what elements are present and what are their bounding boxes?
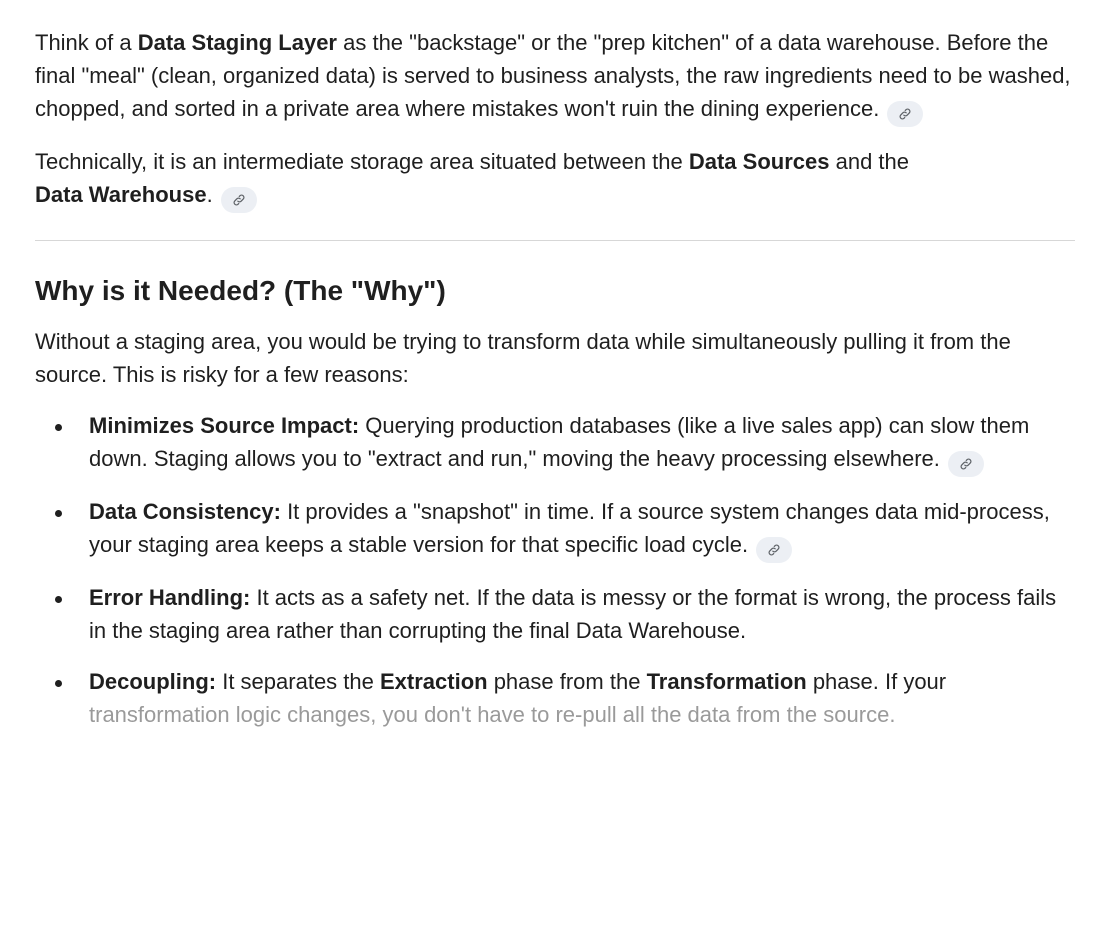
- bullet-title: Decoupling:: [89, 669, 217, 694]
- bullet-title: Error Handling:: [89, 585, 251, 610]
- intro-p2-after: .: [206, 182, 213, 207]
- list-item-error-handling: [35, 581, 1075, 647]
- link-icon: [959, 457, 973, 471]
- source-link-chip[interactable]: [948, 451, 984, 477]
- section-divider: [35, 240, 1075, 241]
- source-link-chip[interactable]: [756, 537, 792, 563]
- section-intro: Without a staging area, you would be trying to transform data while simultaneously pulling it from the source. This is risky for a few reasons:: [35, 329, 1011, 387]
- source-link-chip[interactable]: [221, 187, 257, 213]
- list-item-decoupling: [35, 665, 1075, 731]
- response-content: [35, 0, 1075, 731]
- reasons-list: [35, 409, 1075, 731]
- list-item-source-impact: [35, 409, 1075, 477]
- intro-paragraph-1: [35, 26, 1075, 127]
- intro-p2-term-1: Data Sources: [688, 149, 830, 174]
- intro-p2-middle: and the: [829, 149, 909, 174]
- bullet-text-c: phase. If your: [806, 669, 947, 694]
- intro-p2-before: Technically, it is an intermediate storage area situated between the: [35, 149, 689, 174]
- bullet-text: It provides a "snapshot" in time. If a source system changes data mid-process, your staging area keeps a stable version for that specific load cycle.: [89, 499, 1050, 557]
- link-icon: [232, 193, 246, 207]
- source-link-chip[interactable]: [887, 101, 923, 127]
- bullet-term-extraction: Extraction: [379, 669, 488, 694]
- bullet-text-b: phase from the: [487, 669, 647, 694]
- section-heading: Why is it Needed? (The "Why"): [35, 275, 446, 306]
- bullet-title: Data Consistency:: [89, 499, 281, 524]
- intro-paragraph-2: [35, 145, 1075, 213]
- bullet-text: It acts as a safety net. If the data is messy or the format is wrong, the process fails in the staging area rather than corrupting the final Data Warehouse.: [89, 585, 1057, 643]
- intro-p1-after: as the "backstage" or the "prep kitchen" of a data warehouse. Before the final "meal" (clean, organized data) is served to business analysts, the raw ingredients need to be washed, chopped, and sorted in a private area where mistakes won't ruin the dining experience.: [35, 30, 1071, 121]
- intro-p2-term-2: Data Warehouse: [35, 182, 207, 207]
- bullet-term-transformation: Transformation: [646, 669, 807, 694]
- link-icon: [898, 107, 912, 121]
- intro-p1-before: Think of a: [35, 30, 138, 55]
- link-icon: [767, 543, 781, 557]
- bullet-text-faded: transformation logic changes, you don't have to re-pull all the data from the source.: [89, 702, 896, 727]
- bullet-text: Querying production databases (like a live sales app) can slow them down. Staging allows you to "extract and run," moving the heavy processing elsewhere.: [89, 413, 1030, 471]
- list-item-data-consistency: [35, 495, 1075, 563]
- intro-p1-term: Data Staging Layer: [137, 30, 337, 55]
- bullet-title: Minimizes Source Impact:: [89, 413, 360, 438]
- bullet-text-a: It separates the: [216, 669, 380, 694]
